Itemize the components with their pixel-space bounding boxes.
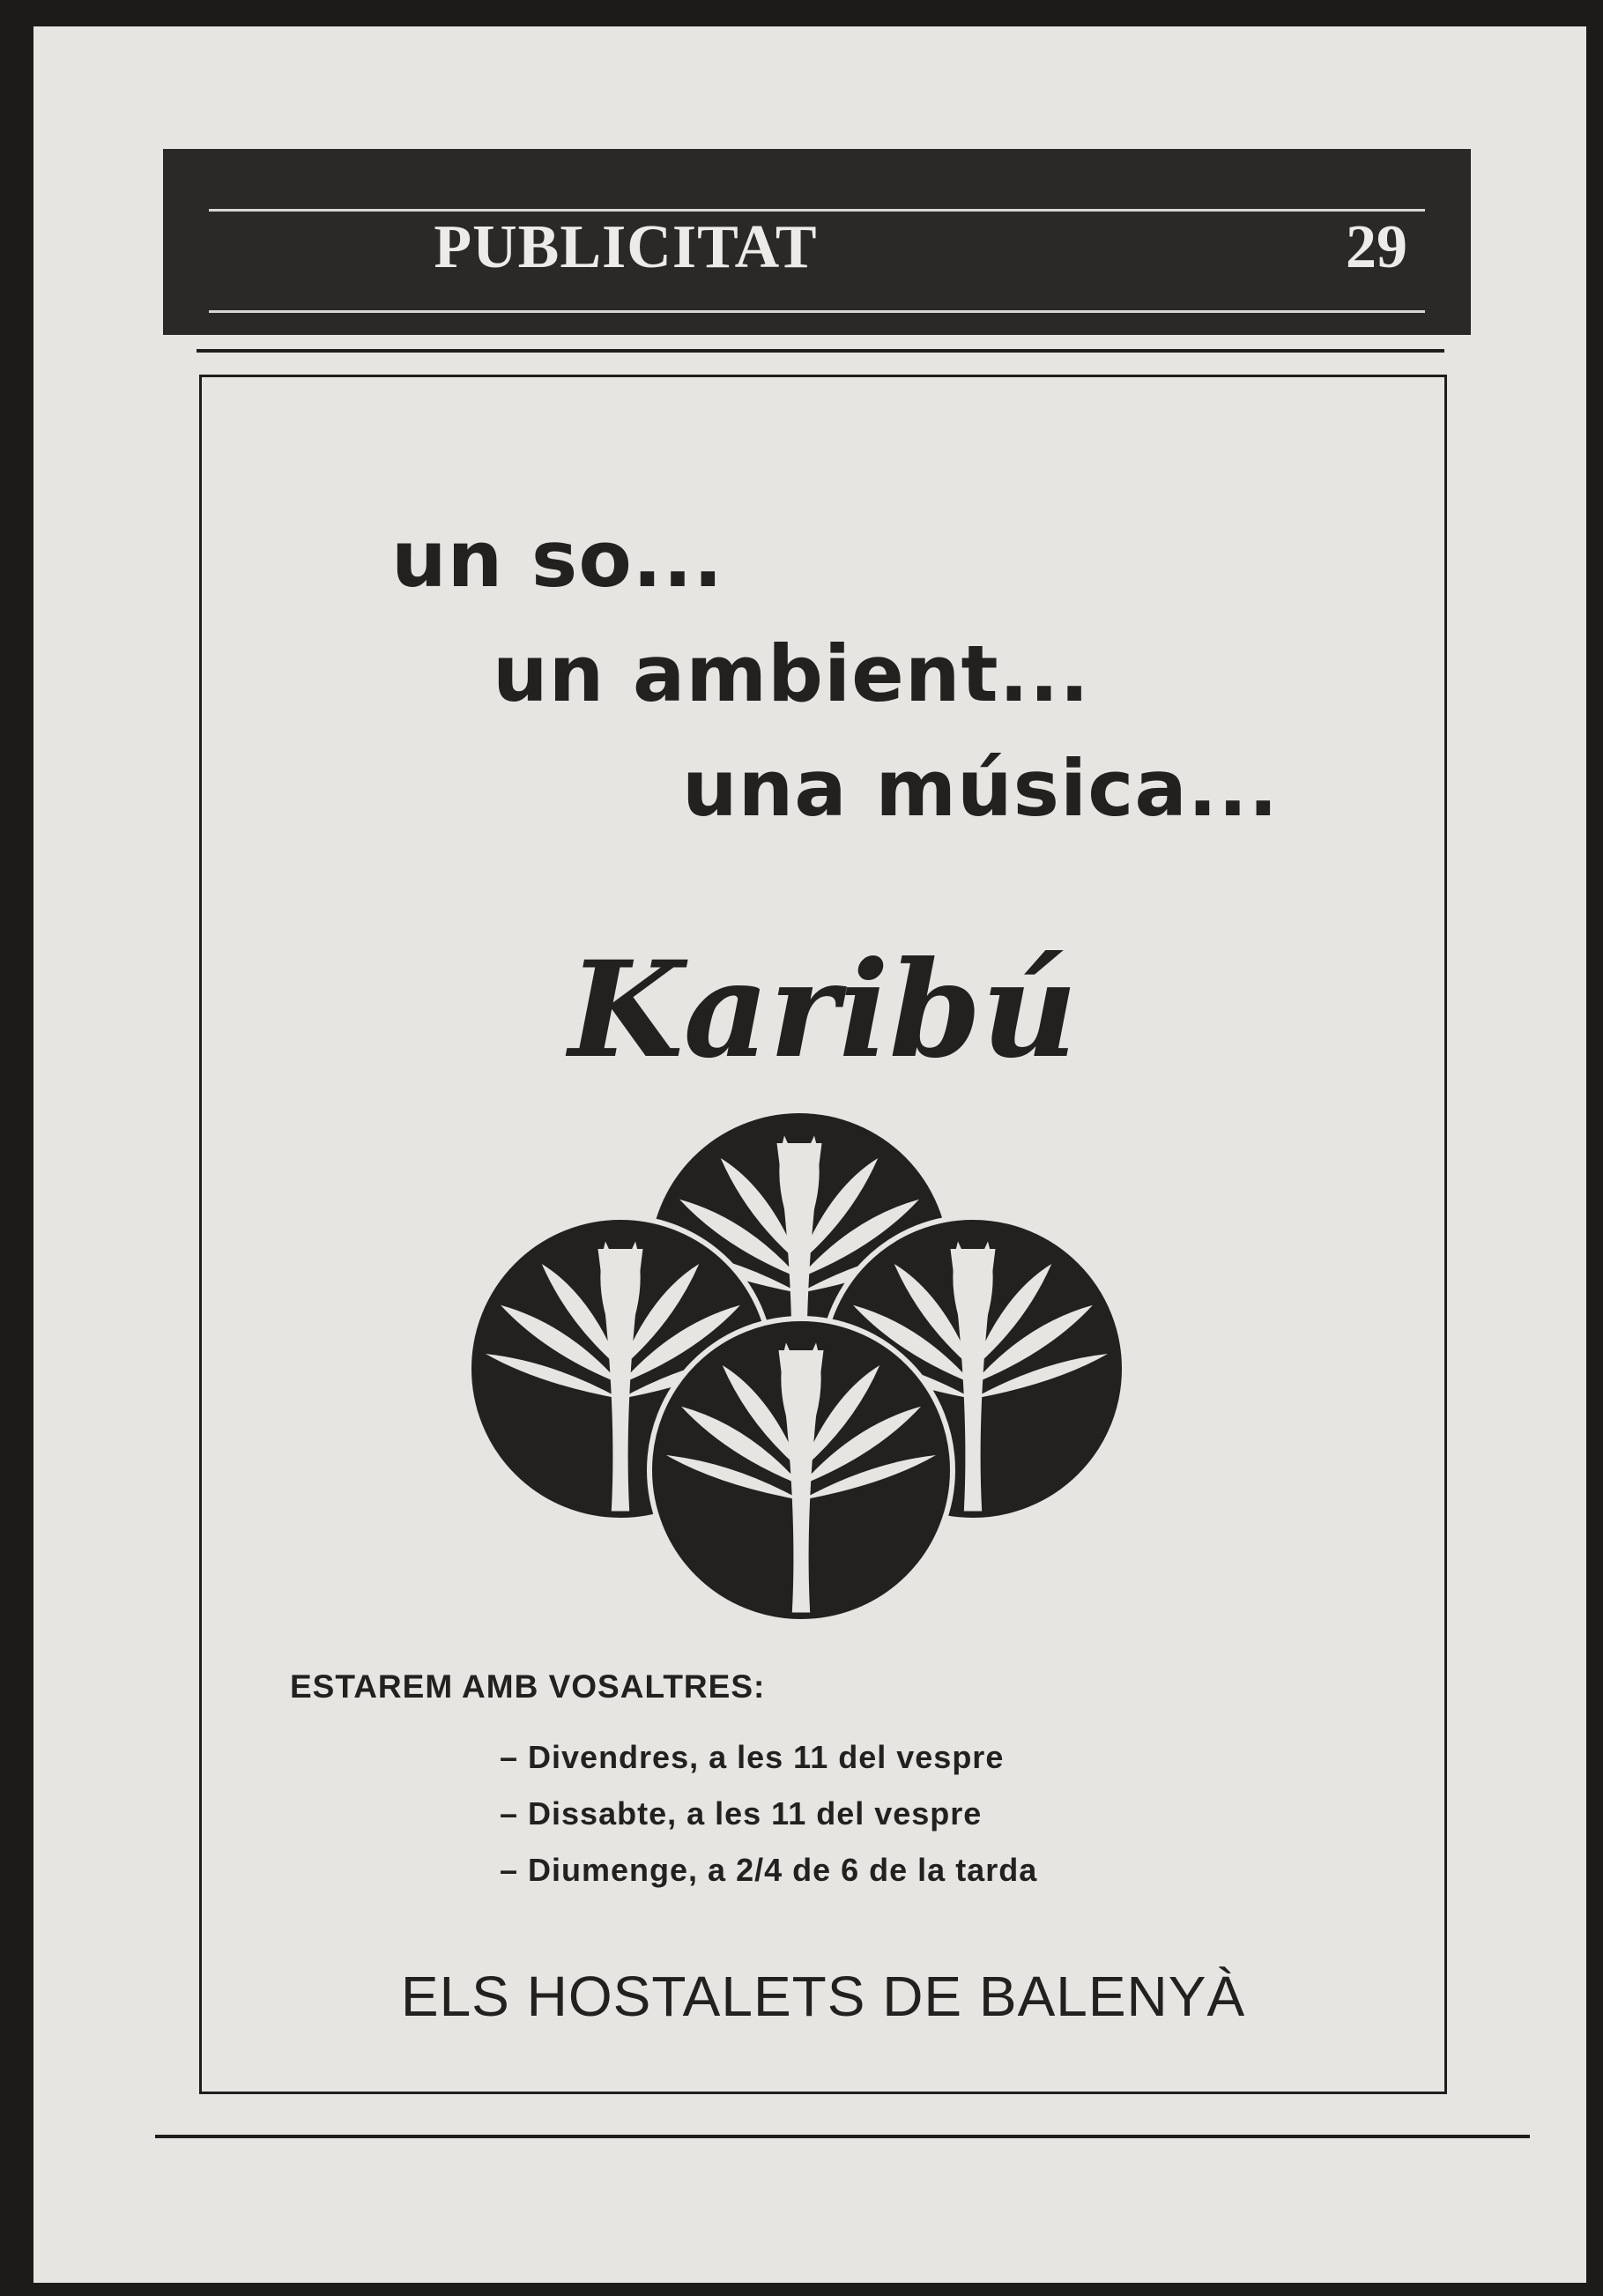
- location: ELS HOSTALETS DE BALENYÀ: [400, 1965, 1246, 2028]
- tagline-line-3: una música...: [682, 743, 1280, 834]
- schedule-item-sunday: – Diumenge, a 2/4 de 6 de la tarda: [500, 1852, 1038, 1888]
- schedule-list: [500, 1739, 1037, 1908]
- bottom-divider: [155, 2135, 1530, 2138]
- tagline-line-1: un so...: [391, 514, 724, 605]
- page-number: 29: [1346, 213, 1407, 281]
- magazine-page: [33, 26, 1586, 2283]
- brand-name: Karibú: [568, 933, 1078, 1088]
- advertisement: [199, 375, 1447, 2094]
- schedule-item-saturday: – Dissabte, a les 11 del vespre: [500, 1795, 983, 1832]
- header-top-rule: [209, 209, 1425, 212]
- section-title: PUBLICITAT: [434, 213, 818, 281]
- tagline-line-2: un ambient...: [493, 628, 1090, 719]
- four-palm-circles-logo-icon: [457, 1109, 1145, 1638]
- section-header: [163, 149, 1471, 335]
- schedule-item-friday: – Divendres, a les 11 del vespre: [500, 1739, 1005, 1775]
- schedule-heading: ESTAREM AMB VOSALTRES:: [290, 1668, 766, 1705]
- top-divider: [197, 349, 1444, 353]
- header-bottom-rule: [209, 310, 1425, 313]
